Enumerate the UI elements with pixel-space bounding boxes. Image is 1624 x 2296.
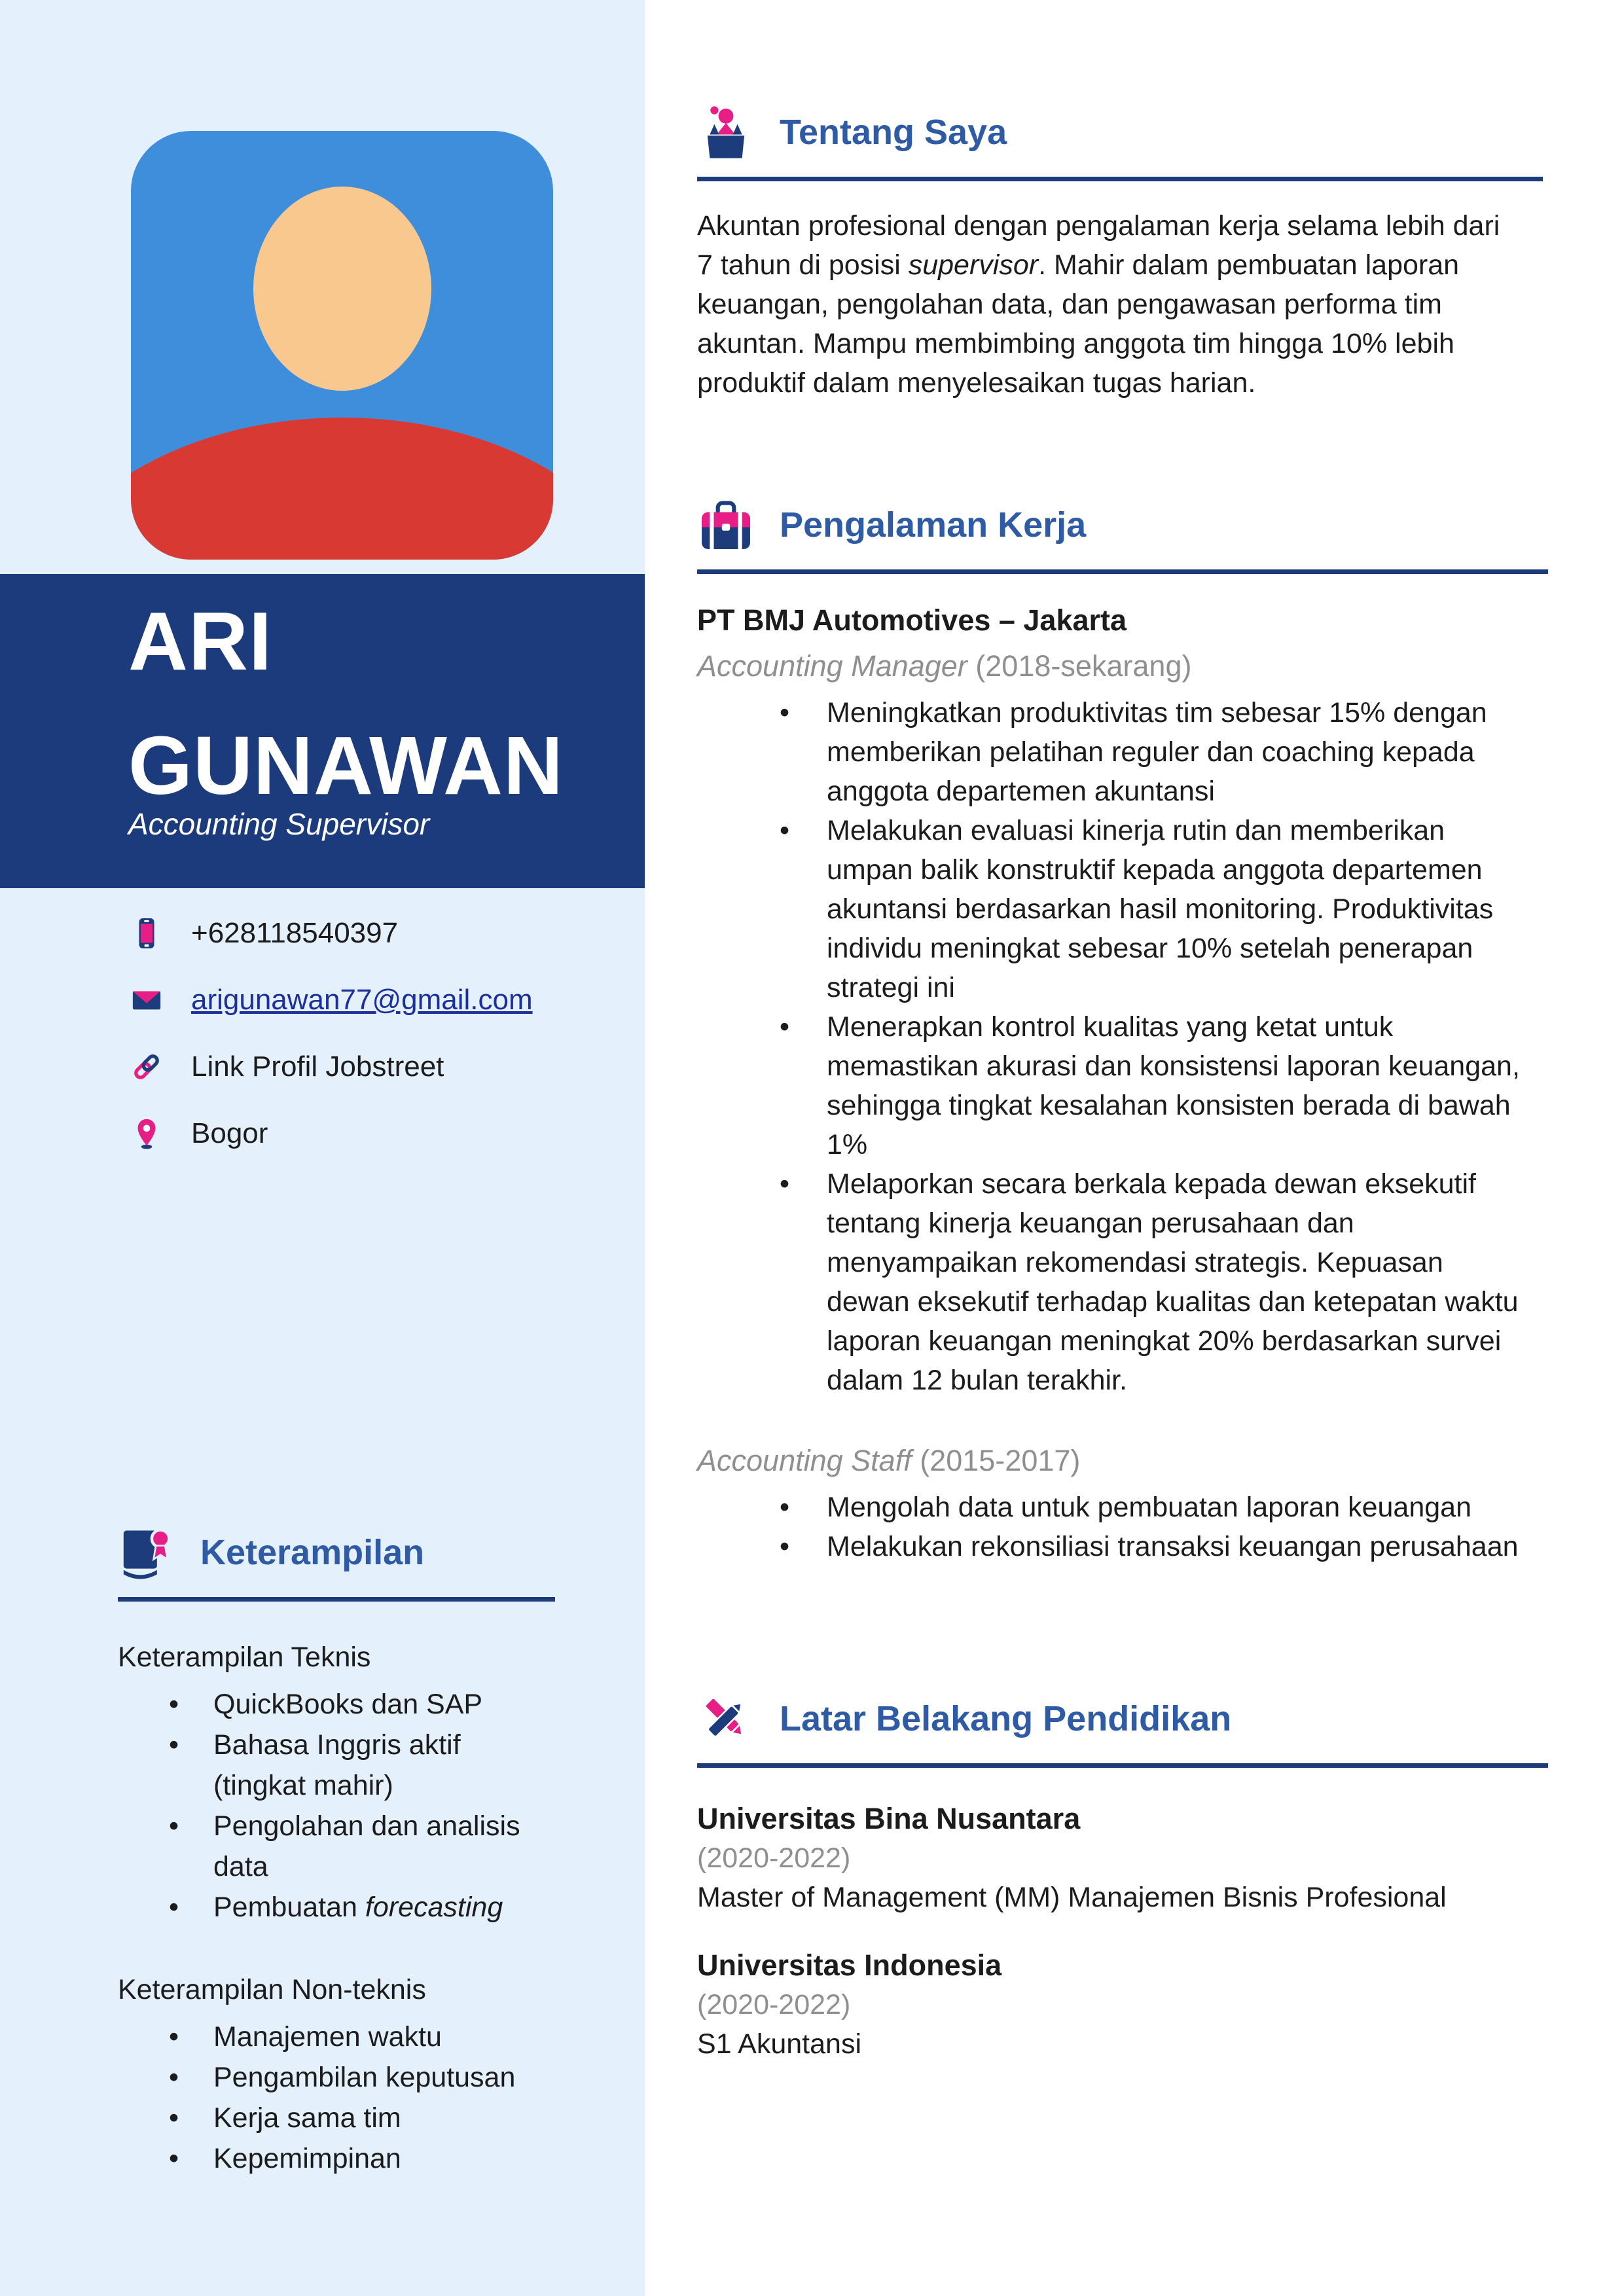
list-item: • Pengambilan keputusan [118, 2057, 555, 2098]
education-section [697, 1690, 1548, 2064]
about-header [697, 103, 1543, 161]
role-line-manager [697, 647, 1548, 685]
name-first-line: ARI [128, 595, 272, 687]
experience-divider [697, 569, 1548, 574]
education-divider [697, 1763, 1548, 1768]
experience-header [697, 496, 1548, 554]
nontechnical-skills-label: Keterampilan Non-teknis [118, 1974, 426, 2005]
crossed-pencils-icon [697, 1690, 755, 1748]
school-name: Universitas Bina Nusantara [697, 1802, 1081, 1835]
school-name: Universitas Indonesia [697, 1948, 1002, 1982]
list-item: • Pembuatan forecasting [118, 1887, 555, 1928]
list-item: • Melakukan evaluasi kinerja rutin dan memberikan umpan balik konstruktif kepada anggota departemen akuntansi berdasarkan hasil monitoring. Produktivitas individu meningkat sebesar 10% setelah penerapan strategi ini [697, 811, 1522, 1007]
about-divider [697, 177, 1543, 181]
job-title: Accounting Supervisor [128, 807, 430, 841]
email-link[interactable]: arigunawan77@gmail.com [191, 984, 533, 1016]
list-item: • Melakukan rekonsiliasi transaksi keuangan perusahaan [697, 1527, 1522, 1566]
role-period: (2015-2017) [920, 1444, 1081, 1477]
list-item: • QuickBooks dan SAP [118, 1684, 555, 1725]
education-entry [697, 1799, 1548, 1917]
role-title: Accounting Manager [697, 649, 967, 683]
education-heading: Latar Belakang Pendidikan [780, 1699, 1232, 1738]
role-period: (2018-sekarang) [975, 649, 1192, 683]
jobstreet-link[interactable]: Link Profil Jobstreet [191, 1050, 444, 1083]
list-item: • Manajemen waktu [118, 2017, 555, 2057]
role-title: Accounting Staff [697, 1444, 912, 1477]
school-period: (2020-2022) [697, 1989, 851, 2020]
list-item: • Mengolah data untuk pembuatan laporan keuangan [697, 1488, 1522, 1527]
staff-bullet-list [697, 1488, 1548, 1566]
list-item: • Meningkatkan produktivitas tim sebesar 15% dengan memberikan pelatihan reguler dan coaching kepada anggota departemen akuntansi [697, 693, 1522, 811]
experience-section [697, 496, 1548, 1566]
manager-bullet-list [697, 693, 1548, 1400]
experience-heading: Pengalaman Kerja [780, 505, 1087, 545]
school-period: (2020-2022) [697, 1842, 851, 1874]
company-name: PT BMJ Automotives – Jakarta [697, 603, 1127, 637]
technical-skills-label: Keterampilan Teknis [118, 1641, 371, 1673]
list-item: • Bahasa Inggris aktif (tingkat mahir) [118, 1725, 555, 1806]
list-item: • Melaporkan secara berkala kepada dewan eksekutif tentang kinerja keuangan perusahaan dan menyampaikan rekomendasi strategis. Kepuasan dewan eksekutif terhadap kualitas dan ketepatan waktu laporan keuangan meningkat 20% berdasarkan survei dalam 12 bulan terakhir. [697, 1164, 1522, 1400]
skills-heading: Keterampilan [200, 1533, 425, 1572]
about-section [697, 103, 1543, 431]
school-degree: S1 Akuntansi [697, 2028, 862, 2060]
name-second-line: GUNAWAN [128, 719, 564, 812]
about-heading: Tentang Saya [780, 113, 1007, 152]
list-item: • Pengolahan dan analisis data [118, 1806, 555, 1887]
list-item: • Menerapkan kontrol kualitas yang ketat untuk memastikan akurasi dan konsistensi laporan keuangan, sehingga tingkat kesalahan konsisten berada di bawah 1% [697, 1007, 1522, 1164]
list-item: • Kerja sama tim [118, 2098, 555, 2138]
phone-number: +628118540397 [191, 917, 399, 949]
about-paragraph: Akuntan profesional dengan pengalaman kerja selama lebih dari 7 tahun di posisi supervisor. Mahir dalam pembuatan laporan keuangan, pengolahan data, dan pengawasan performa tim akuntan. Mampu membimbing anggota tim hingga 10% lebih produktif dalam menyelesaikan tugas harian. [697, 210, 1500, 399]
education-entry [697, 1946, 1548, 2064]
school-degree: Master of Management (MM) Manajemen Bisnis Profesional [697, 1882, 1447, 1913]
presenter-icon [697, 103, 755, 161]
list-item: • Kepemimpinan [118, 2138, 555, 2179]
role-line-staff [697, 1442, 1548, 1480]
briefcase-icon [697, 496, 755, 554]
education-header [697, 1690, 1548, 1748]
location-text: Bogor [191, 1117, 268, 1149]
